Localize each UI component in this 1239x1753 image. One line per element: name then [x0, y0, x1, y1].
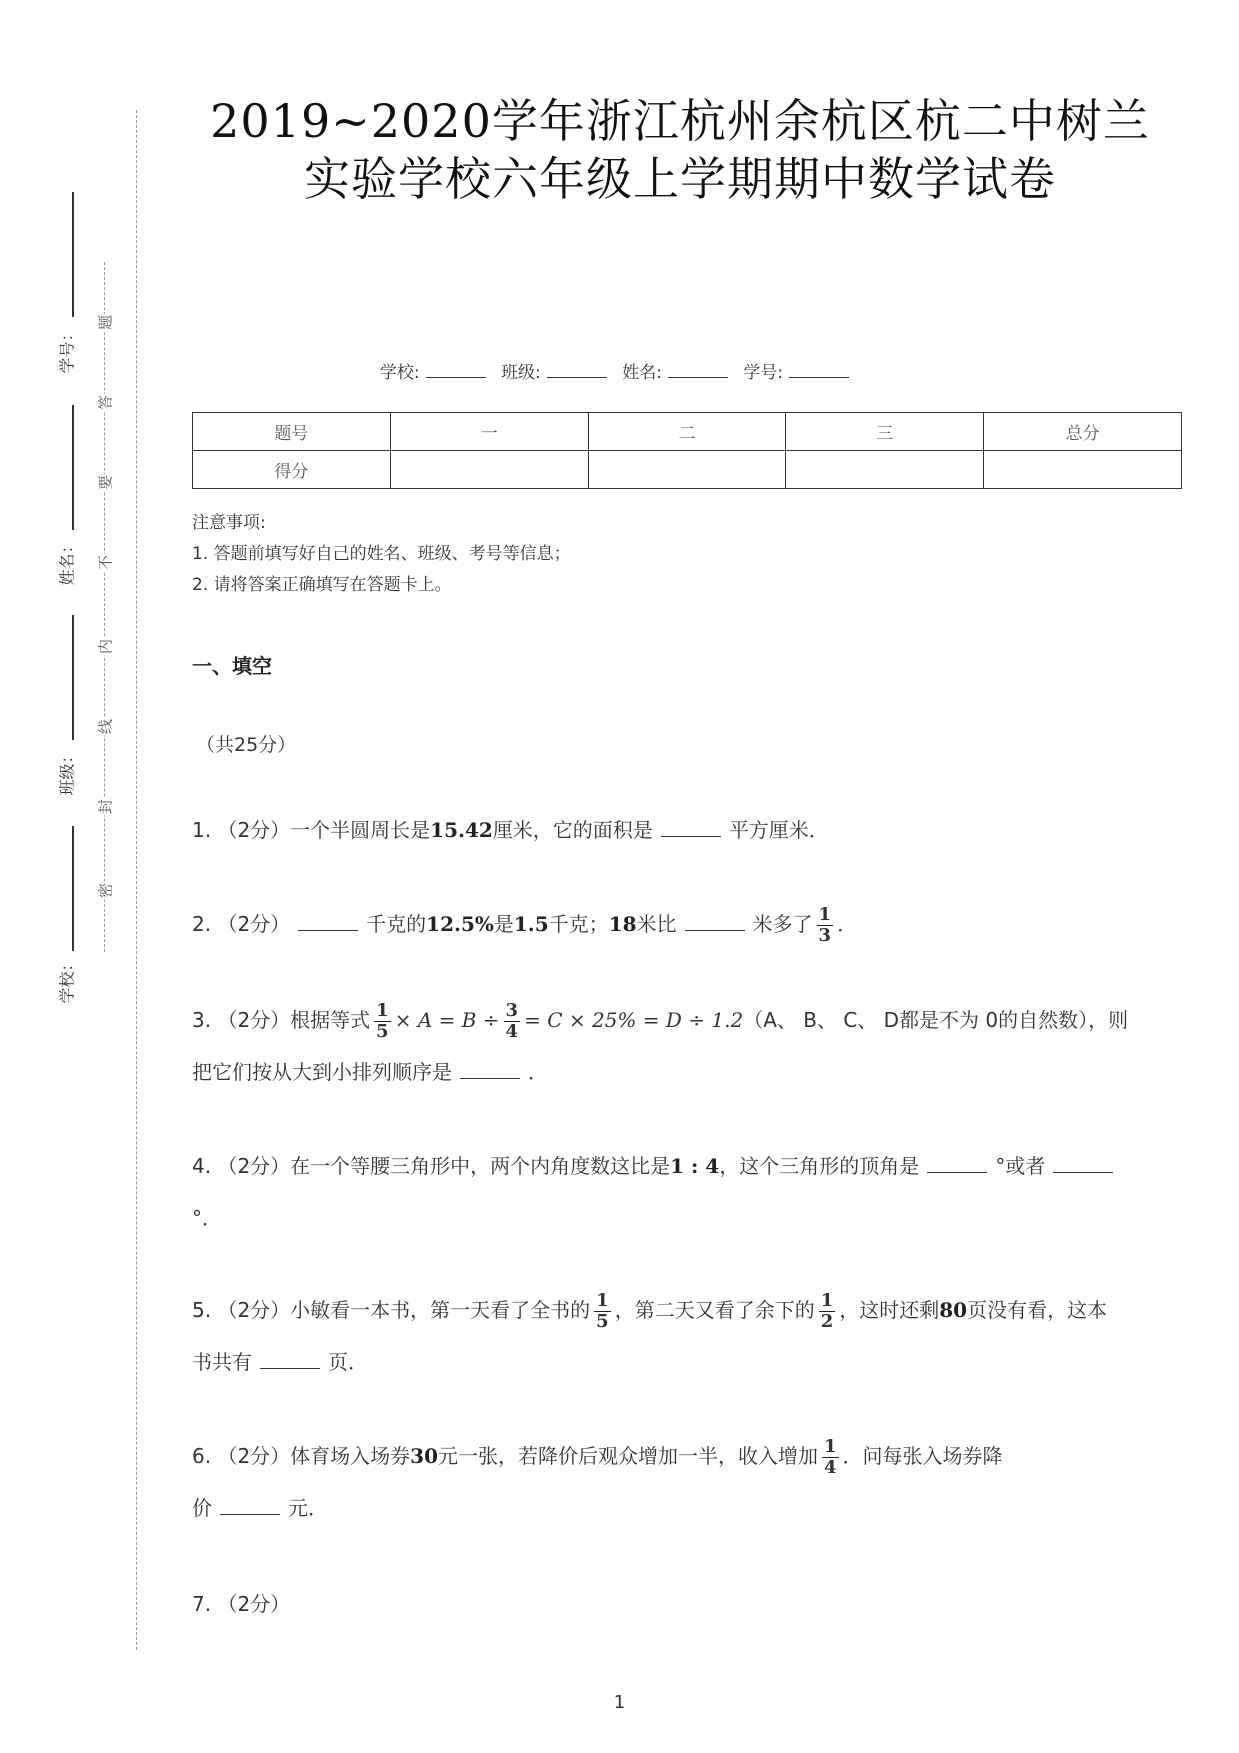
- question-5: [192, 1284, 1182, 1388]
- answer-blank[interactable]: [1053, 1156, 1113, 1173]
- question-7: [192, 1578, 1182, 1630]
- denominator: 4: [505, 1021, 519, 1042]
- seal-char: 线: [96, 719, 115, 735]
- question-text: ．问每张入场券降: [842, 1444, 1003, 1468]
- question-6: [192, 1430, 1182, 1534]
- class-field[interactable]: [547, 363, 607, 378]
- question-2: [192, 898, 1182, 950]
- student-info-row: [0, 358, 1239, 383]
- seal-char: 不: [96, 555, 115, 571]
- denominator: 3: [818, 925, 832, 946]
- numerator: 1: [596, 1290, 609, 1311]
- question-4: [192, 1140, 1182, 1244]
- name-label: 姓名：: [57, 537, 77, 586]
- score-cell[interactable]: [786, 451, 984, 489]
- question-text: 页．: [328, 1350, 368, 1374]
- question-text: ，第二天又看了余下的: [614, 1298, 815, 1322]
- student-id-label: 学号：: [57, 325, 77, 374]
- name-field-label: 姓名:: [622, 363, 662, 383]
- question-text: 3. （2分）根据等式: [192, 1008, 371, 1032]
- fraction: [504, 1001, 521, 1042]
- fraction: [822, 1437, 839, 1478]
- notes-title: 注意事项:: [192, 513, 266, 533]
- question-text: 7. （2分）: [192, 1592, 291, 1616]
- question-text: 是: [493, 912, 514, 936]
- score-table-header-row: [193, 413, 1182, 451]
- denominator: 5: [596, 1311, 609, 1332]
- question-text: °．: [192, 1206, 222, 1230]
- question-text: 页没有看，这本: [967, 1298, 1108, 1322]
- question-text: 价: [192, 1496, 212, 1520]
- question-text: 5. （2分）小敏看一本书，第一天看了全书的: [192, 1298, 591, 1322]
- title-line-2: 实验学校六年级上学期期中数学试卷: [304, 152, 1056, 206]
- note-item: 1. 答题前填写好自己的姓名、班级、考号等信息；: [192, 544, 571, 564]
- question-text: 平方厘米．: [728, 818, 829, 842]
- question-value: 15.42: [430, 818, 493, 842]
- question-text: ，这个三角形的顶角是: [719, 1154, 920, 1178]
- notes-block: [192, 508, 571, 601]
- page-number: 1: [613, 1692, 626, 1713]
- school-label: 学校：: [57, 955, 77, 1004]
- seal-char: 要: [96, 475, 115, 491]
- table-cell: 二: [588, 413, 786, 451]
- class-label: 班级：: [57, 747, 77, 796]
- answer-blank[interactable]: [298, 914, 358, 931]
- score-cell[interactable]: [588, 451, 786, 489]
- section-total: （共25分）: [196, 734, 297, 756]
- section-title: 一、填空: [192, 654, 272, 678]
- question-3: [192, 994, 1182, 1098]
- question-text: °或者: [995, 1154, 1046, 1178]
- answer-blank[interactable]: [927, 1156, 987, 1173]
- answer-blank[interactable]: [661, 820, 721, 837]
- fraction: [594, 1291, 611, 1332]
- question-value: 1.5: [513, 912, 549, 936]
- fraction: [374, 1001, 391, 1042]
- note-item: 2. 请将答案正确填写在答题卡上。: [192, 575, 452, 595]
- name-blank-line: [72, 405, 74, 530]
- seal-char: 内: [96, 639, 115, 655]
- school-field-label: 学校:: [379, 363, 420, 383]
- question-text: 厘米，它的面积是: [492, 818, 653, 842]
- seal-char: 封: [96, 799, 115, 815]
- numerator: 1: [820, 1290, 834, 1311]
- school-field[interactable]: [426, 363, 486, 378]
- question-text: ．: [837, 912, 858, 936]
- numerator: 3: [505, 1000, 519, 1021]
- id-field-label: 学号:: [743, 363, 784, 383]
- denominator: 5: [376, 1021, 389, 1042]
- question-value: 1 : 4: [670, 1154, 720, 1178]
- numerator: 1: [818, 904, 832, 925]
- score-cell[interactable]: [984, 451, 1182, 489]
- question-text: 千克；: [548, 912, 609, 936]
- question-text: 元一张，若降价后观众增加一半，收入增加: [438, 1444, 819, 1468]
- answer-blank[interactable]: [260, 1352, 320, 1369]
- question-text: 元．: [288, 1496, 328, 1520]
- score-table: [192, 412, 1182, 489]
- question-value: 30: [410, 1444, 439, 1468]
- fraction: [817, 905, 834, 946]
- binding-margin-line: [136, 110, 137, 1650]
- seal-char: 密: [96, 883, 115, 899]
- question-text: ．: [528, 1060, 548, 1084]
- exam-title: [200, 92, 1160, 208]
- question-text: 4. （2分）在一个等腰三角形中，两个内角度数这比是: [192, 1154, 671, 1178]
- denominator: 2: [820, 1311, 834, 1332]
- seal-char: 答: [96, 395, 115, 411]
- answer-blank[interactable]: [685, 914, 745, 931]
- table-cell: 三: [786, 413, 984, 451]
- answer-blank[interactable]: [460, 1062, 520, 1079]
- question-text: 米多了: [752, 912, 813, 936]
- name-field[interactable]: [668, 363, 728, 378]
- title-line-1: 2019~2020学年浙江杭州余杭区杭二中树兰: [210, 94, 1150, 148]
- math-expression: = C × 25% = D ÷ 1.2: [524, 1008, 744, 1032]
- math-expression: × A = B ÷: [394, 1008, 500, 1032]
- school-blank-line: [72, 826, 74, 951]
- question-text: 把它们按从大到小排列顺序是: [192, 1060, 452, 1084]
- question-text: 1. （2分）一个半圆周长是: [192, 818, 431, 842]
- answer-blank[interactable]: [220, 1498, 280, 1515]
- question-text: 千克的: [366, 912, 427, 936]
- question-text: 2. （2分）: [192, 912, 291, 936]
- table-cell: 一: [390, 413, 588, 451]
- seal-char: 题: [96, 315, 115, 331]
- score-table-score-row: [193, 451, 1182, 489]
- question-text: （A、 B、 C、 D都是不为 0的自然数），则: [743, 1008, 1129, 1032]
- id-field[interactable]: [789, 363, 849, 378]
- question-value: 80: [939, 1298, 968, 1322]
- question-text: 6. （2分）体育场入场券: [192, 1444, 411, 1468]
- numerator: 1: [824, 1436, 837, 1457]
- table-cell: 得分: [193, 451, 391, 489]
- fraction: [819, 1291, 836, 1332]
- class-blank-line: [72, 615, 74, 740]
- question-value: 18: [608, 912, 637, 936]
- score-cell[interactable]: [390, 451, 588, 489]
- id-blank-line: [72, 192, 74, 317]
- question-text: 米比: [636, 912, 677, 936]
- table-cell: 总分: [984, 413, 1182, 451]
- question-1: [192, 804, 1182, 856]
- numerator: 1: [376, 1000, 389, 1021]
- class-field-label: 班级:: [501, 363, 541, 383]
- question-value: 12.5%: [426, 912, 494, 936]
- denominator: 4: [824, 1457, 837, 1478]
- table-cell: 题号: [193, 413, 391, 451]
- question-text: ，这时还剩: [839, 1298, 940, 1322]
- question-text: 书共有: [192, 1350, 252, 1374]
